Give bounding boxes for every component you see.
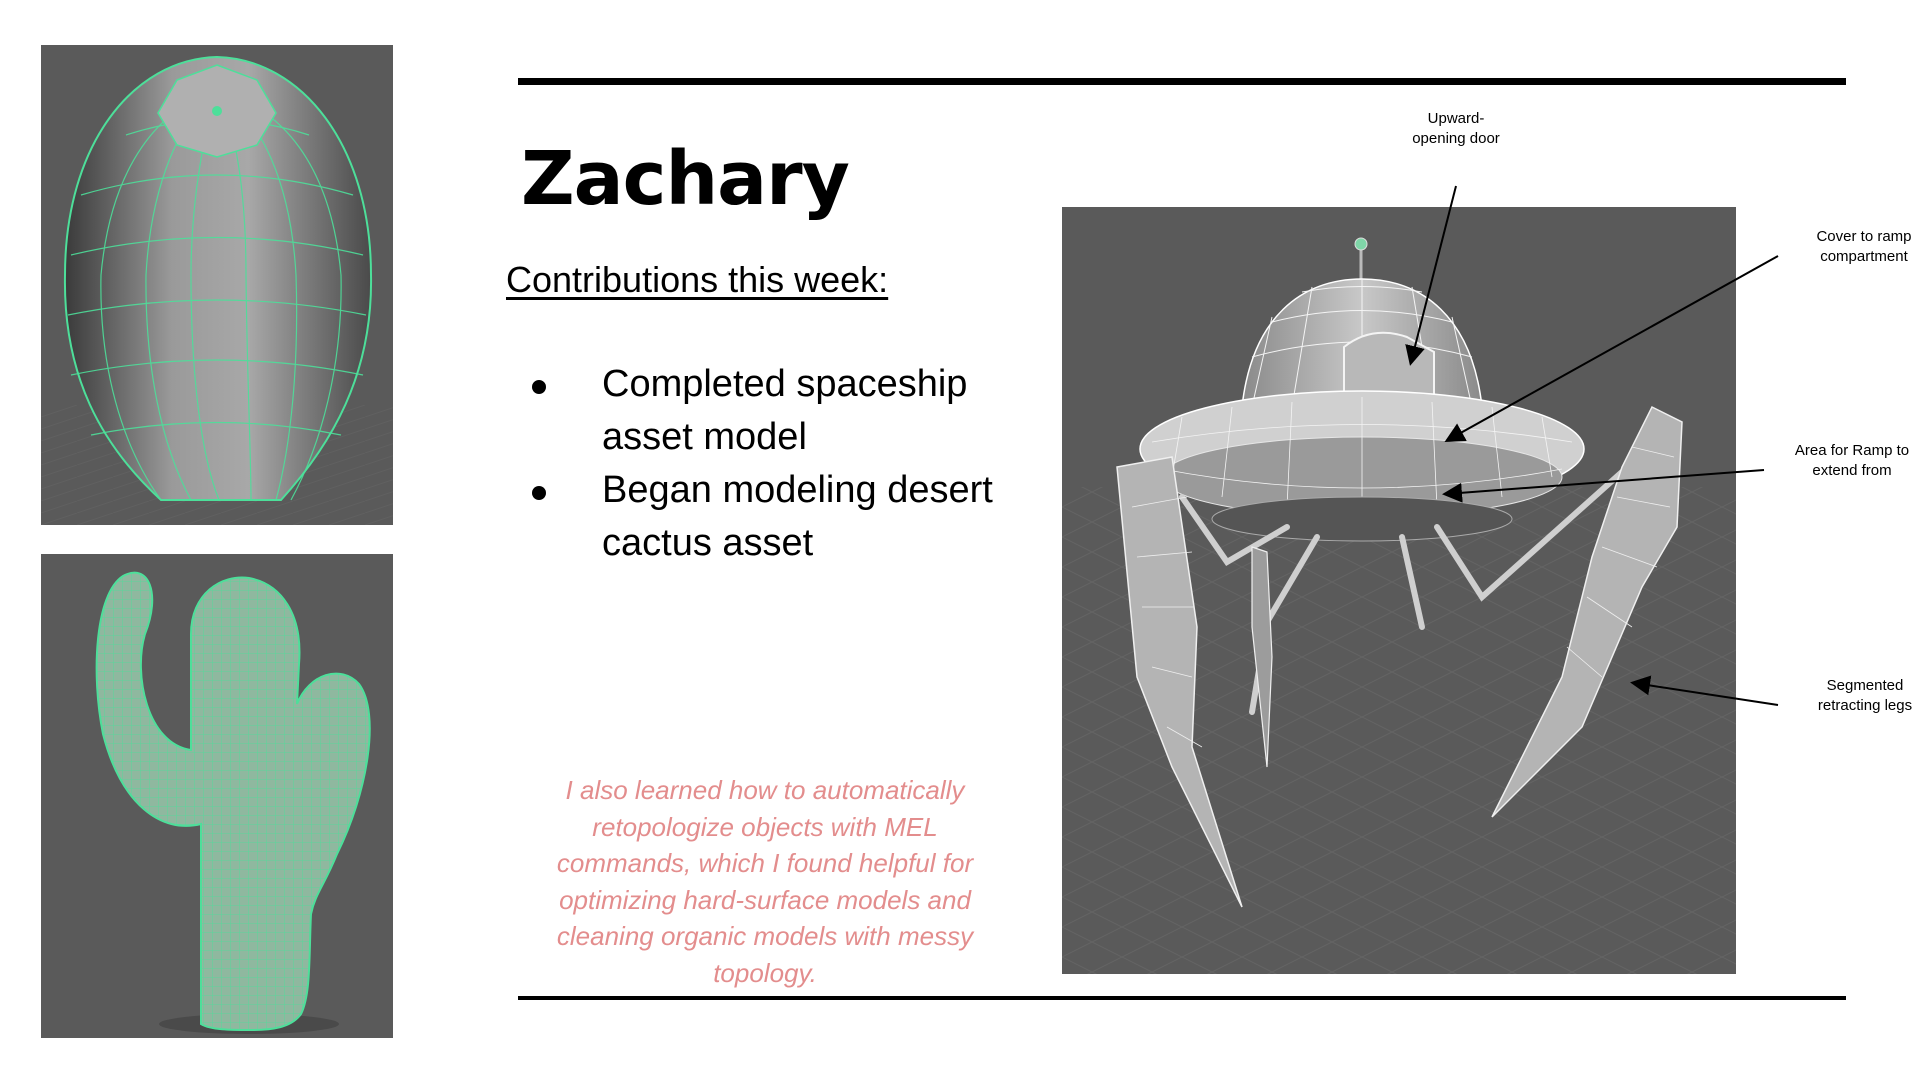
contribution-list xyxy=(506,358,1026,570)
list-item-text: Began modeling desert cactus asset xyxy=(602,469,993,564)
list-item xyxy=(506,358,1026,464)
top-divider xyxy=(518,78,1846,85)
spaceship-model xyxy=(1062,207,1736,974)
learning-note: I also learned how to automatically retopologize objects with MEL commands, which I found helpful for optimizing hard-surface models and cleaning organic models with messy topology. xyxy=(556,775,974,988)
barrel-cactus-model xyxy=(41,45,393,525)
cover-callout: Cover to ramp compartment xyxy=(1816,228,1912,265)
barrel-cactus-render xyxy=(41,45,393,525)
list-item-text: Completed spaceship asset model xyxy=(602,363,968,458)
saguaro-cactus-render xyxy=(41,554,393,1038)
bottom-divider xyxy=(518,996,1846,1000)
page-title: Zachary xyxy=(521,136,849,222)
saguaro-cactus-model xyxy=(41,554,393,1038)
list-item xyxy=(506,464,1026,570)
section-heading: Contributions this week: xyxy=(506,259,889,300)
bullet-icon xyxy=(532,380,546,394)
ramp-area-callout: Area for Ramp to extend from xyxy=(1794,442,1910,479)
spaceship-render xyxy=(1062,207,1736,974)
door-callout: Upward-opening door xyxy=(1412,110,1500,147)
bullet-icon xyxy=(532,486,546,500)
legs-callout: Segmented retracting legs xyxy=(1817,677,1913,714)
